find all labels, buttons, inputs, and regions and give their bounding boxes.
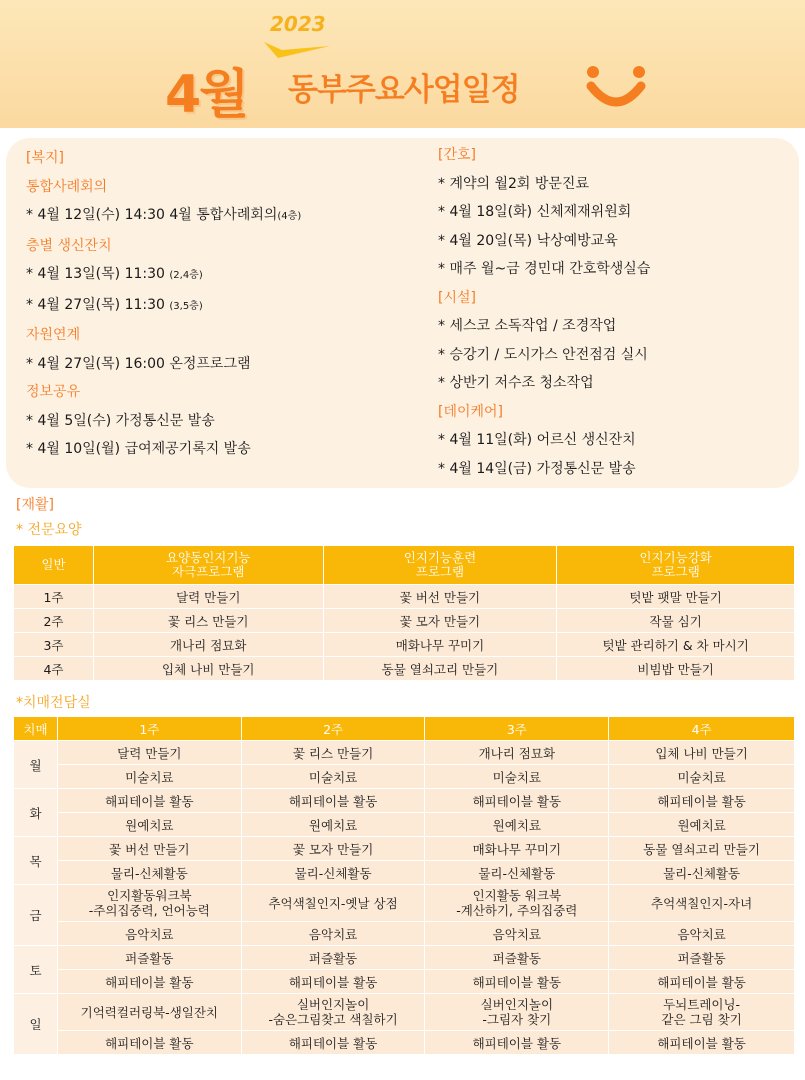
welfare-column [26,144,301,464]
welfare-group-title: 통합사례회의 [26,178,108,195]
table-cell: 기억력컬러링북-생일잔치 [57,994,241,1031]
table-row [14,765,795,789]
table-row [14,585,795,609]
table-cell: 해피테이블 활동 [609,789,795,813]
daycare-item: * 4월 14일(금) 가정통신문 발송 [438,460,636,477]
smile-icon [583,60,649,110]
dementia-room-title: *치매전담실 [16,695,91,711]
table-row [14,1031,795,1055]
daycare-section-title: [데이케어] [438,403,504,420]
table-header-cell: 요양동인지기능 자극프로그램 [93,546,323,585]
table-row [14,657,795,681]
table-cell: 해피테이블 활동 [425,970,609,994]
table-cell: 동물 열쇠고리 만들기 [323,657,557,681]
welfare-group-title: 층별 생신잔치 [26,237,112,254]
day-label: 목 [14,837,58,885]
nursing-item: * 매주 월~금 경민대 간호학생실습 [438,261,651,277]
table-cell: 해피테이블 활동 [57,1031,241,1055]
table-cell: 미술치료 [57,765,241,789]
table-cell: 달력 만들기 [57,741,241,765]
table-cell: 물리-신체활동 [425,861,609,885]
table-cell: 추억색칠인지-자녀 [609,885,795,922]
professional-care-table [13,545,795,681]
table-cell: 음악치료 [57,922,241,946]
table-cell: 해피테이블 활동 [241,970,425,994]
table-row [14,861,795,885]
day-label: 화 [14,789,58,837]
table-cell: 퍼즐활동 [241,946,425,970]
header-year: 2023 [270,12,326,36]
table-row [14,946,795,970]
welfare-item-note: (3,5층) [169,300,203,312]
table-header-cell: 인지기능강화 프로그램 [557,546,795,585]
table-cell: 미술치료 [425,765,609,789]
table-cell: 미술치료 [241,765,425,789]
day-label: 토 [14,946,58,994]
table-cell: 음악치료 [425,922,609,946]
welfare-item: * 4월 13일(목) 11:30 (2,4층) [26,266,203,282]
welfare-group-title: 정보공유 [26,384,81,400]
table-row [14,609,795,633]
table-cell: 실버인지놀이 -그림자 찾기 [425,994,609,1031]
table-cell: 입체 나비 만들기 [93,657,323,681]
table-cell: 꽃 모자 만들기 [323,609,557,633]
table-cell: 해피테이블 활동 [241,1031,425,1055]
table-cell: 인지활동워크북 -주의집중력, 언어능력 [57,885,241,922]
table-cell: 해피테이블 활동 [609,1031,795,1055]
table-cell: 인지활동 워크북 -계산하기, 주의집중력 [425,885,609,922]
day-label: 일 [14,994,58,1055]
professional-care-title: * 전문요양 [16,522,82,538]
table-header-cell: 4주 [609,717,795,741]
table-cell: 음악치료 [609,922,795,946]
table-cell: 꽃 모자 만들기 [241,837,425,861]
table-cell: 원예치료 [241,813,425,837]
table-cell: 꽃 리스 만들기 [93,609,323,633]
table-cell: 텃밭 관리하기 & 차 마시기 [557,633,795,657]
welfare-group-title: 자원연계 [26,327,81,343]
table-row [14,970,795,994]
nursing-item: * 계약의 월2회 방문진료 [438,175,589,192]
table-header-cell: 인지기능훈련 프로그램 [323,546,557,585]
table-cell: 추억색칠인지-옛날 상점 [241,885,425,922]
table-cell: 미술치료 [609,765,795,789]
table-cell: 물리-신체활동 [609,861,795,885]
table-cell: 해피테이블 활동 [241,789,425,813]
table-header-cell: 치매 [14,717,58,741]
nursing-facility-daycare-column [438,141,650,483]
header-title: 동부주요사업일정 [288,72,520,108]
table-cell: 4주 [14,657,94,681]
table-cell: 3주 [14,633,94,657]
table-row [14,789,795,813]
table-cell: 실버인지놀이 -숨은그림찾고 색칠하기 [241,994,425,1031]
table-cell: 매화나무 꾸미기 [323,633,557,657]
table-cell: 퍼즐활동 [425,946,609,970]
table-cell: 1주 [14,585,94,609]
table-row [14,633,795,657]
table-row [14,813,795,837]
table-row [14,994,795,1031]
table-cell: 해피테이블 활동 [425,789,609,813]
checkmark-icon [262,36,332,66]
table-row [14,741,795,765]
facility-section-title: [시설] [438,289,476,306]
nursing-item: * 4월 18일(화) 신체제재위원회 [438,204,632,220]
welfare-item: * 4월 27일(목) 11:30 (3,5층) [26,296,203,313]
table-cell: 물리-신체활동 [241,861,425,885]
table-cell: 해피테이블 활동 [425,1031,609,1055]
table-cell: 매화나무 꾸미기 [425,837,609,861]
welfare-item-note: (2,4층) [169,270,203,281]
facility-item: * 승강기 / 도시가스 안전점검 실시 [438,346,648,363]
facility-item: * 세스코 소독작업 / 조경작업 [438,318,617,334]
table-cell: 작물 심기 [557,609,795,633]
table-cell: 텃밭 팻말 만들기 [557,585,795,609]
table-header-cell: 1주 [57,717,241,741]
table-cell: 2주 [14,609,94,633]
table-cell: 개나리 점묘화 [93,633,323,657]
table-cell: 음악치료 [241,922,425,946]
day-label: 월 [14,741,58,789]
table-cell: 해피테이블 활동 [57,970,241,994]
table-cell: 원예치료 [425,813,609,837]
table-cell: 달력 만들기 [93,585,323,609]
day-label: 금 [14,885,58,946]
facility-item: * 상반기 저수조 청소작업 [438,375,594,391]
welfare-item-note: (4층) [277,211,302,222]
table-cell: 개나리 점묘화 [425,741,609,765]
table-cell: 해피테이블 활동 [609,970,795,994]
table-header-cell: 2주 [241,717,425,741]
table-row [14,885,795,922]
table-header-cell: 3주 [425,717,609,741]
table-header-cell: 일반 [14,546,94,585]
table-cell: 해피테이블 활동 [57,789,241,813]
welfare-section-title: [복지] [26,150,64,166]
table-cell: 입체 나비 만들기 [609,741,795,765]
table-cell: 꽃 리스 만들기 [241,741,425,765]
nursing-item: * 4월 20일(목) 낙상예방교육 [438,232,618,249]
welfare-item: * 4월 5일(수) 가정통신문 발송 [26,412,215,429]
welfare-item: * 4월 12일(수) 14:30 4월 통합사례회의(4층) [26,207,302,223]
dementia-room-table [13,716,795,1055]
table-cell: 원예치료 [609,813,795,837]
nursing-section-title: [간호] [438,147,476,163]
rehab-section-title: [재활] [16,497,54,513]
table-row [14,922,795,946]
table-cell: 꽃 버선 만들기 [57,837,241,861]
welfare-item: * 4월 10일(월) 급여제공기록지 발송 [26,441,251,457]
table-cell: 비빔밥 만들기 [557,657,795,681]
table-cell: 원예치료 [57,813,241,837]
table-cell: 퍼즐활동 [57,946,241,970]
welfare-item: * 4월 27일(목) 16:00 온정프로그램 [26,355,251,372]
header-month: 4월 [165,65,248,125]
daycare-item: * 4월 11일(화) 어르신 생신잔치 [438,432,636,448]
table-cell: 두뇌트레이닝- 같은 그림 찾기 [609,994,795,1031]
table-row [14,837,795,861]
table-cell: 퍼즐활동 [609,946,795,970]
table-cell: 꽃 버선 만들기 [323,585,557,609]
table-cell: 동물 열쇠고리 만들기 [609,837,795,861]
table-cell: 물리-신체활동 [57,861,241,885]
page-header [0,0,805,128]
